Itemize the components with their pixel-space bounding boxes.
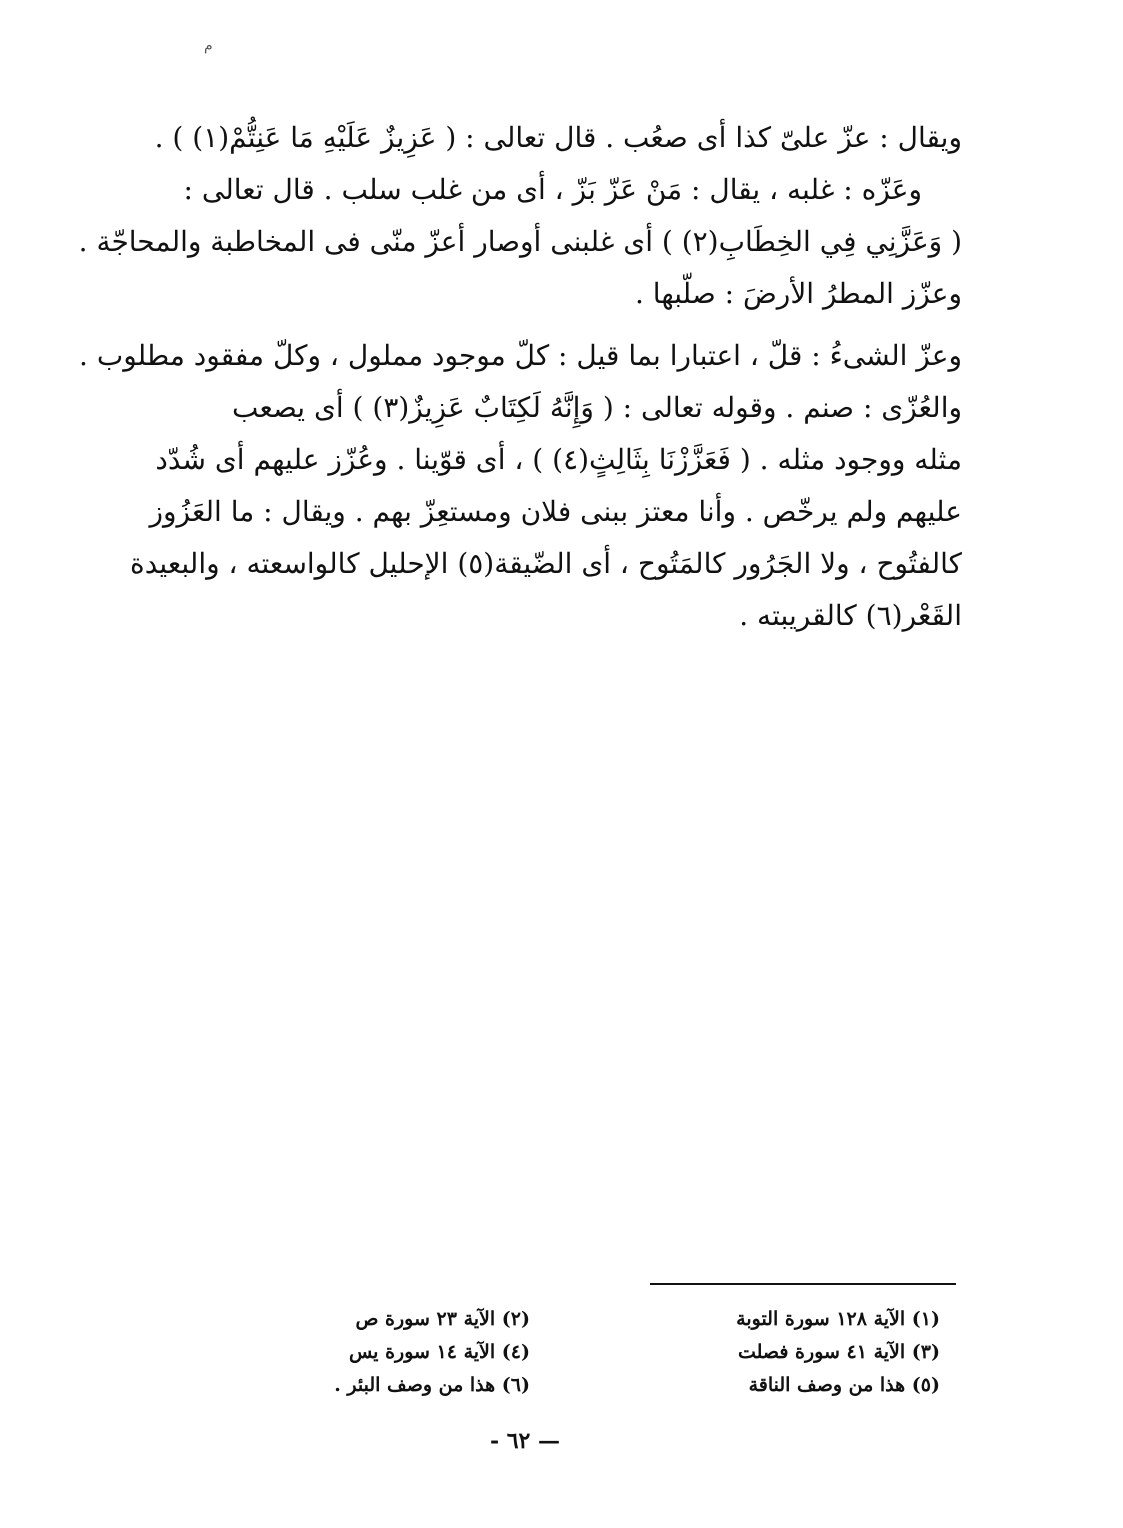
text-line-8: عليهم ولم يرخّص . وأنا معتز ببنى فلان ومستعِزّ بهم . ويقال : ما العَزُوز [149,495,962,528]
footnote-6: (٦) هذا من وصف البئر . [334,1374,530,1396]
footnote-2: (٢) الآية ٢٣ سورة ص [355,1308,530,1330]
footnote-separator [650,1283,956,1285]
footnotes [280,1303,940,1402]
footnote-3: (٣) الآية ٤١ سورة فصلت [737,1341,940,1363]
text-line-7: مثله ووجود مثله . ( فَعَزَّزْنَا بِثَالِثٍ(٤) ) ، أى قوّينا . وعُزّز عليهم أى شُدّد [155,443,962,476]
text-line-4: وعزّز المطرُ الأرضَ : صلّبها . [634,277,962,310]
text-line-10: القَعْر(٦) كالقريبته . [739,599,962,632]
text-line-1: ويقال : عزّ علىّ كذا أى صعُب . قال تعالى : ( عَزِيزٌ عَلَيْهِ مَا عَنِتُّمْ(١) ) . [154,121,962,154]
text-line-9: كالفتُوح ، ولا الجَرُور كالمَتُوح ، أى الضّيقة(٥) الإحليل كالواسعته ، والبعيدة [130,547,962,580]
footnote-5: (٥) هذا من وصف الناقة [748,1374,940,1396]
text-line-2: وعَزّه : غلبه ، يقال : مَنْ عَزّ بَزّ ، أى من غلب سلب . قال تعالى : [183,173,922,206]
main-text [78,112,962,642]
text-line-6: والعُزّى : صنم . وقوله تعالى : ( وَإِنَّهُ لَكِتَابٌ عَزِيزٌ(٣) ) أى يصعب [231,391,962,424]
footnote-row [280,1303,940,1336]
text-line-3: ( وَعَزَّنِي فِي الخِطَابِ(٢) ) أى غلبنى أوصار أعزّ منّى فى المخاطبة والمحاجّة . [78,225,962,258]
footnote-row [280,1369,940,1402]
text-line-5: وعزّ الشىءُ : قلّ ، اعتبارا بما قيل : كلّ موجود مملول ، وكلّ مفقود مطلوب . [79,339,962,372]
page-number: — ٦٢ - [489,1428,561,1454]
footnote-row [280,1336,940,1369]
footnote-4: (٤) الآية ١٤ سورة يس [348,1341,530,1363]
footnote-1: (١) الآية ١٢٨ سورة التوبة [736,1308,940,1330]
stray-mark: م [204,38,213,54]
